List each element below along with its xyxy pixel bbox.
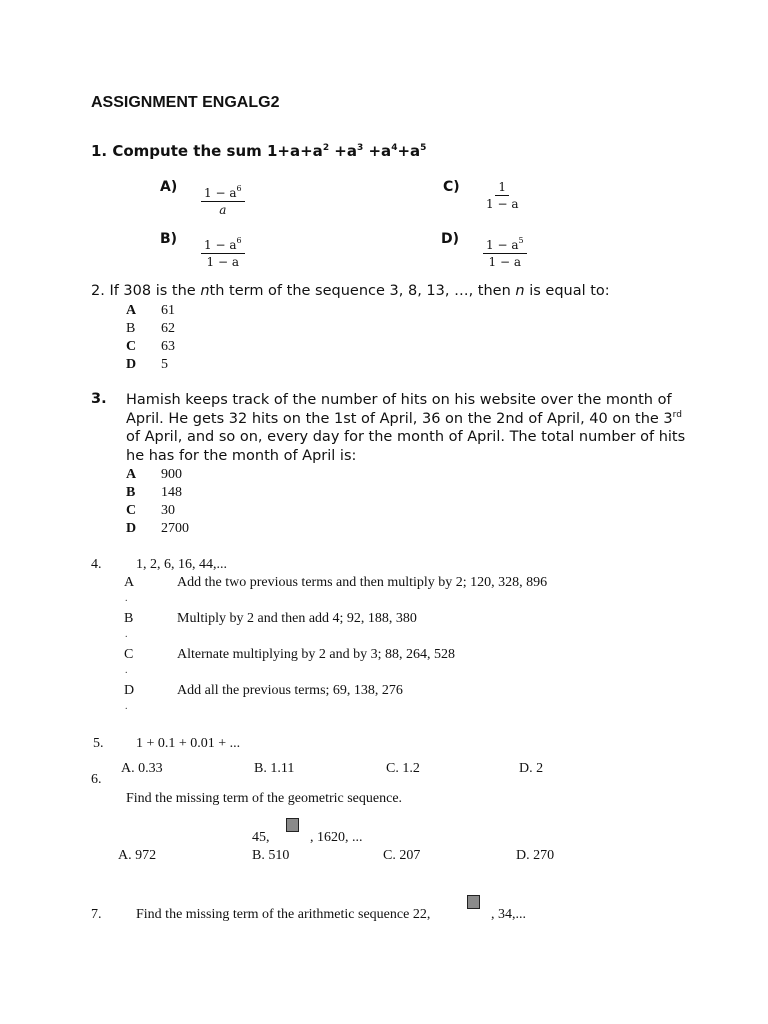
q1-part-3: +a: [329, 142, 357, 160]
q4-option-a-text: Add the two previous terms and then multiply by 2; 120, 328, 896: [177, 575, 548, 590]
question-4-number: 4.: [91, 557, 102, 572]
question-5-number: 5.: [93, 736, 104, 751]
q4-option-c-dot: .: [125, 665, 128, 676]
q1-part-5: +a: [397, 142, 421, 160]
q3-option-b-letter: B: [126, 485, 136, 500]
q2-option-b-value: 62: [161, 321, 175, 336]
q5-option-a: A. 0.33: [121, 761, 163, 776]
q1-option-a-denominator: a: [219, 203, 227, 217]
q2-option-b-letter: B: [126, 321, 136, 336]
q6-sequence-end: , 1620, ...: [310, 830, 363, 845]
q5-option-c: C. 1.2: [386, 761, 420, 776]
q1-part-4: +a: [363, 142, 392, 160]
q5-option-d: D. 2: [519, 761, 544, 776]
q6-option-b: B. 510: [252, 848, 290, 863]
question-2-prompt: 2. If 308 is the nth term of the sequence 3, 8, 13, …, then n is equal to:: [91, 283, 610, 299]
q1-option-c-fraction: [483, 179, 521, 212]
q1-option-b-fraction: [201, 233, 245, 270]
q4-option-a-letter: A: [124, 575, 135, 590]
q1-exp-4: 4: [391, 143, 398, 153]
q1-exp-3: 3: [357, 143, 364, 153]
q1-option-d-denominator: 1 − a: [488, 255, 522, 269]
q2-option-a-letter: A: [126, 303, 137, 318]
q6-sequence-start: 45,: [252, 830, 270, 845]
q4-option-a-dot: .: [125, 593, 128, 604]
q2-option-d-letter: D: [126, 357, 137, 372]
q1-option-c-label: C): [443, 179, 460, 195]
q4-option-d-letter: D: [124, 683, 135, 698]
q2-option-d-value: 5: [161, 357, 168, 372]
q4-option-b-dot: .: [125, 629, 128, 640]
question-7-prompt: Find the missing term of the arithmetic sequence 22,: [136, 907, 431, 922]
q1-option-a-fraction: [201, 181, 245, 218]
question-6-prompt: Find the missing term of the geometric sequence.: [126, 791, 403, 806]
q3-option-c-value: 30: [161, 503, 175, 518]
question-1-prompt: [91, 142, 426, 160]
q2-option-c-letter: C: [126, 339, 137, 354]
q1-option-d-numerator: $1 - a^5$: [483, 233, 527, 254]
q1-prefix: 1. Compute the sum 1+a+a: [91, 142, 323, 160]
question-3-prompt: Hamish keeps track of the number of hits on his website over the month of April. He gets 32 hits on the 1st of April, 36 on the 2nd of April, 40 on the 3rd of April, and so on, every day for the month of April. The total number of hits he has for the month of April is:: [126, 392, 686, 465]
q4-option-d-dot: .: [125, 701, 128, 712]
q2-option-c-value: 63: [161, 339, 175, 354]
question-4-sequence: 1, 2, 6, 16, 44,...: [136, 557, 227, 572]
document-title: ASSIGNMENT ENGALG2: [91, 94, 280, 111]
q1-option-b-denominator: 1 − a: [206, 255, 240, 269]
q6-option-a: A. 972: [118, 848, 157, 863]
q1-option-c-denominator: 1 − a: [486, 197, 519, 211]
q1-option-d-fraction: [483, 233, 527, 270]
q4-option-c-text: Alternate multiplying by 2 and by 3; 88, 264, 528: [177, 647, 456, 662]
q4-option-c-letter: C: [124, 647, 134, 662]
q2-option-a-value: 61: [161, 303, 175, 318]
q1-option-a-numerator: $1 - a^6$: [201, 181, 245, 202]
q4-option-b-text: Multiply by 2 and then add 4; 92, 188, 380: [177, 611, 417, 626]
q4-option-d-text: Add all the previous terms; 69, 138, 276: [177, 683, 403, 698]
q1-option-a-label: A): [160, 179, 178, 195]
q1-option-b-label: B): [160, 231, 178, 247]
question-6-number: 6.: [91, 772, 102, 787]
question-5-expression: 1 + 0.1 + 0.01 + ...: [136, 736, 241, 751]
q1-option-c-numerator: 1: [495, 179, 509, 196]
question-7-number: 7.: [91, 907, 102, 922]
q3-option-b-value: 148: [161, 485, 182, 500]
q1-exp-5: 5: [420, 143, 427, 153]
q6-option-d: D. 270: [516, 848, 555, 863]
q1-option-d-label: D): [441, 231, 460, 247]
q5-option-b: B. 1.11: [254, 761, 295, 776]
q7-sequence-end: , 34,...: [491, 907, 526, 922]
q6-option-c: C. 207: [383, 848, 421, 863]
q1-exp-2: 2: [322, 143, 330, 153]
q3-option-a-value: 900: [161, 467, 182, 482]
q3-option-d-value: 2700: [161, 521, 189, 536]
q6-missing-term-box: [286, 818, 299, 832]
q3-option-a-letter: A: [126, 467, 137, 482]
q4-option-b-letter: B: [124, 611, 134, 626]
q7-missing-term-box: [467, 895, 480, 909]
q3-option-d-letter: D: [126, 521, 137, 536]
question-3-number: 3.: [91, 391, 107, 407]
q1-option-b-numerator: $1 - a^6$: [201, 233, 245, 254]
q3-option-c-letter: C: [126, 503, 137, 518]
